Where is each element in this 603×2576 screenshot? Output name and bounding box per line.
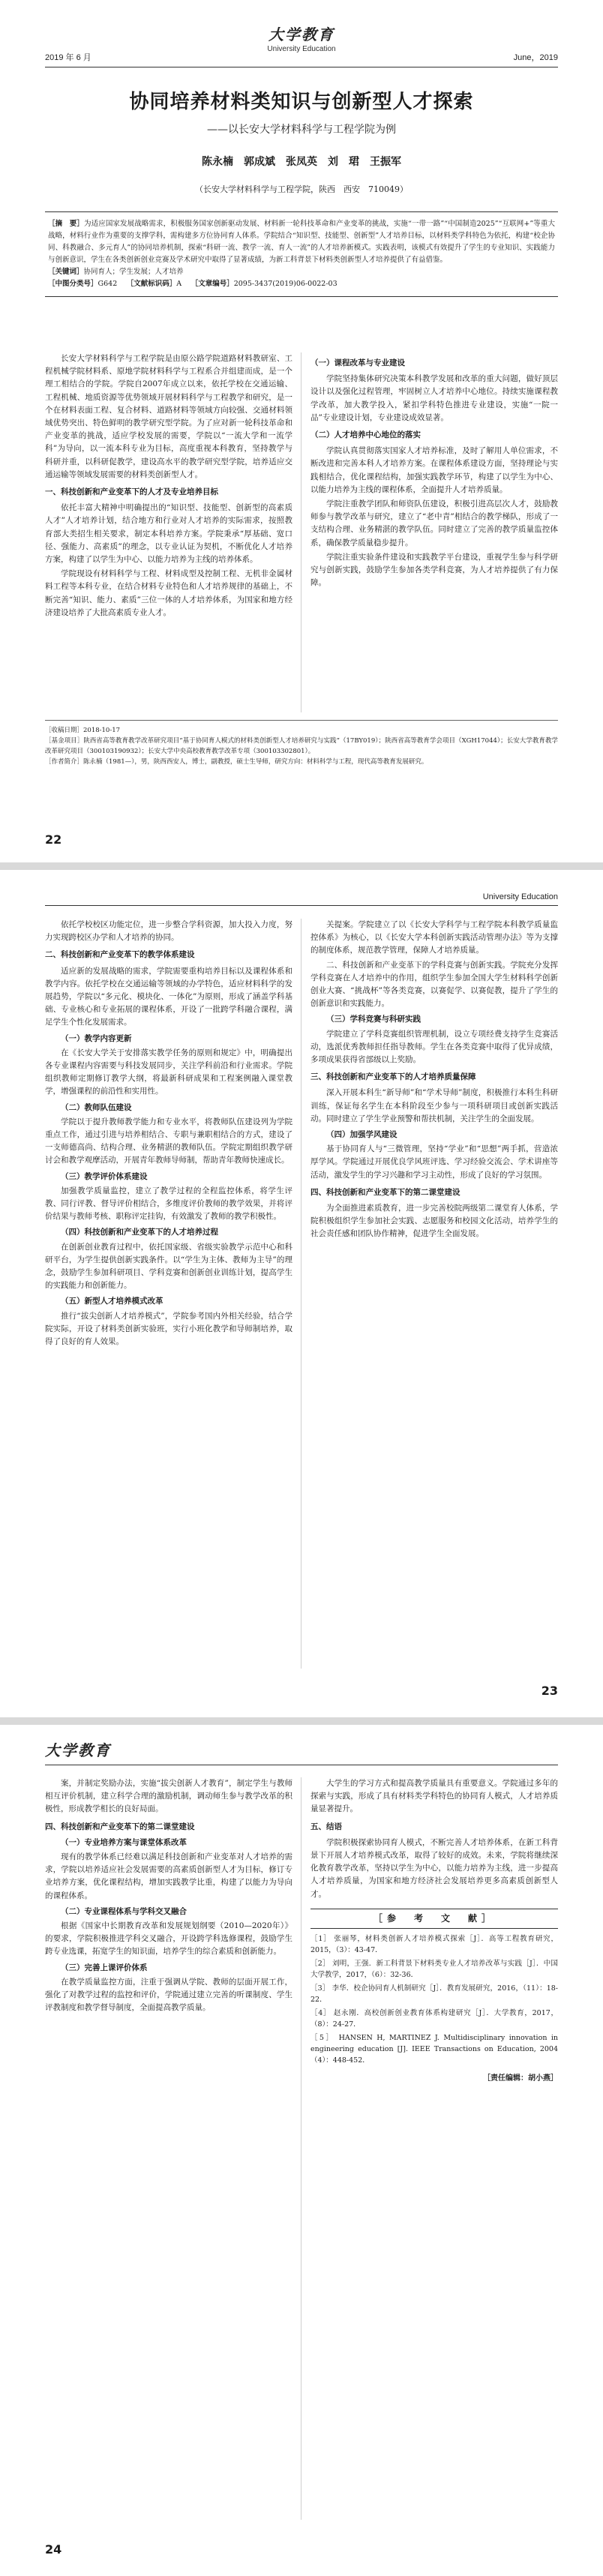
running-head (45, 883, 558, 906)
classification-line (48, 278, 555, 290)
subsection-heading: （二）专业课程体系与学科交叉融合 (61, 1906, 187, 1916)
running-head (45, 22, 558, 67)
page2-left-column (45, 919, 292, 1669)
subsection-heading: （三）完善上课评价体系 (61, 1963, 148, 1972)
abstract-block (45, 211, 558, 297)
body-paragraph: 学院以于提升教师教学能力和专业水平，将教师队伍建设列为学院重点工作，通过引进与培养相结合、专职与兼职相结合的方式，建设了一支师德高尚、结构合理、业务精湛的教师队伍。学院定期组织教学研讨会和教学观摩活动，开展青年教师导师制，帮助青年教师快速成长。 (45, 1117, 292, 1165)
page3-left-column (45, 1777, 292, 2520)
footnote: ［收稿日期］2018-10-17 ［基金项目］陕西省高等教育教学改革研究项目“基于协同育人模式的材料类创新型人才培养研究与实践”（17BY019）；陕西省高等教育学会项目（XGH17044）；长安大学教育教学改革研究项目（300103190932）；长安大学中央高校教育教学改革专项（300103302801）。 ［作者简介］陈永楠（1981—），男，陕西西安人，博士，副教授，硕士生导师，研究方向：材料科学与工程，现代高等教育发展研究。 (45, 720, 558, 767)
running-head (45, 1735, 558, 1765)
keywords-label: ［关键词］ (48, 268, 84, 276)
subsection-heading: （三）学科竞赛与科研实践 (326, 1015, 421, 1024)
section-heading: （二）人才培养中心地位的落实 (310, 430, 421, 440)
body-paragraph: 二、科技创新和产业变革下的学科竞赛与创新实践。学院充分发挥学科竞赛在人才培养中的作用，组织学生参加全国大学生材料科学创新创业大赛、“挑战杯”等各类竞赛，以赛促学、以赛促教，提升了学生的创新意识和实践能力。 (310, 960, 558, 1009)
body-paragraph: 现有的教学体系已经难以满足科技创新和产业变革对人才培养的需求，学院以培养适应社会发展需要的高素质创新型人才为目标，修订专业培养方案，优化课程结构，增加实践教学比重，构建了以能力为导向的课程体系。 (45, 1852, 292, 1900)
page1-left-column (45, 352, 292, 712)
body-paragraph: 为全面推进素质教育，进一步完善校院两级第二课堂育人体系，学院积极组织学生参加社会实践、志愿服务和校园文化活动，培养学生的社会责任感和团队协作精神，促进学生全面发展。 (310, 1204, 558, 1239)
section-heading: 二、科技创新和产业变革下的教学体系建设 (45, 950, 195, 960)
body-paragraph: 在教学质量监控方面，注重于强调从学院、教师的层面开展工作，强化了对教学过程的监控和评价，学院通过建立完善的听课制度、学生评教制度和教学督导制度，全面提高教学质量。 (45, 1977, 292, 2013)
abstract-label: ［摘 要］ (48, 220, 85, 228)
body-paragraph: 适应新的发展战略的需求，学院需要重构培养目标以及课程体系和教学内容。依托学校在交通运输等领域的办学特色，适应材料科学的发展趋势，学院以“多元化、模块化、一体化”为原则，形成了涵盖学科基础、专业核心和专业拓展的课程体系，开设了一批跨学科融合课程，满足学生个性化发展需求。 (45, 966, 292, 1027)
subsection-heading: （一）教学内容更新 (61, 1033, 132, 1043)
paper-authors: 陈永楠 郭成斌 张凤英 刘 珺 王振军 (202, 156, 401, 168)
subsection-heading: （三）教学评价体系建设 (61, 1171, 148, 1181)
reference-item: ［3］ 李华．校企协同育人机制研究［J］．教育发展研究，2016，（11）：18-22． (310, 1984, 558, 2005)
abstract (48, 218, 555, 266)
references-heading: ［参 考 文 献］ (310, 1909, 558, 1929)
reference-item: ［2］ 刘明，王强．新工科背景下材料类专业人才培养改革与实践［J］．中国大学教学，2017，（6）：32-36． (310, 1960, 558, 1980)
abstract-text: 为适应国家发展战略需求，积极服务国家创新驱动发展、材料新一轮科技革命和产业变革的挑战，实施“一带一路”“中国制造2025”“互联网+”等重大战略，材料行业作为重要的支撑学科，需构建多方位协同育人体系。学院结合“知识型、技能型、创新型”人才培养目标，以材料类学科特色为依托，构建“校企协同、科教融合、多元育人”的协同培养机制，探索“科研一流、教学一流、育人一流”的人才培养新模式。实践表明，该模式有效提升了学生的专业知识、实践能力与创新意识，学生在各类创新创业竞赛及学术研究中取得了显著成绩，为新工科背景下材料类创新型人才培养提供了有益借鉴。 (48, 220, 555, 264)
body-paragraph: 关提案。学院建立了以《长安大学科学与工程学院本科教学质量监控体系》为核心，以《长安大学本科创新实践活动管理办法》等为支撑的制度体系，规范教学管理，保障人才培养质量。 (310, 920, 558, 955)
page-number: 22 (45, 832, 62, 847)
body-paragraph: 学院现设有材料科学与工程、材料成型及控制工程、无机非金属材料工程等本科专业，在结合材料专业特色和人才培养规律的基础上，不断完善“知识、能力、素质”三位一体的人才培养体系，为国家和地方经济建设培养了大批高素质专业人才。 (45, 569, 292, 617)
body-paragraph: 学院建立了学科竞赛组织管理机制，设立专项经费支持学生竞赛活动，选派优秀教师担任指导教师。学生在各类竞赛中取得了优异成绩，多项成果获得省部级以上奖励。 (310, 1029, 558, 1065)
page-separator (0, 862, 603, 870)
body-paragraph: 学院注重教学团队和师资队伍建设，积极引进高层次人才，鼓励教师参与教学改革与研究，建立了“老中青”相结合的教学梯队，形成了一支结构合理、业务精湛的教学队伍。同时建立了完善的教学质量监控体系，确保教学质量稳步提升。 (310, 499, 558, 547)
body-paragraph: 学院坚持集体研究决策本科教学发展和改革的重大问题，做好顶层设计以及强化过程管理，牢固树立人才培养中心地位。持续实施课程教学改革，加大教学投入，紧扣学科特色推进专业建设，实施“一院一品”专业建设计划，专业建设成效显著。 (310, 374, 558, 422)
column-divider (301, 1777, 302, 2520)
journal-name-en: University Education (482, 892, 558, 901)
page-3 (0, 1725, 603, 2576)
journal-logo: 大学教育 (45, 1741, 111, 1759)
doc-code-label: ［文献标识码］ (126, 280, 177, 288)
subsection-heading: （二）教师队伍建设 (61, 1102, 132, 1112)
reference-item: ［5］ HANSEN H, MARTINEZ J. Multidisciplinary innovation in engineering education [J]. IEEE Transactions on Education, 2004（4）：448-452． (310, 2034, 558, 2065)
section-heading: 五、结语 (310, 1822, 342, 1831)
page-number: 24 (45, 2542, 62, 2557)
paper-subtitle: ——以长安大学材料科学与工程学院为例 (207, 124, 396, 136)
body-paragraph: 学院认真贯彻落实国家人才培养标准，及时了解用人单位需求，不断改进和完善本科人才培养方案。在课程体系建设方面，坚持理论与实践相结合，优化课程结构，加强实践教学环节，构建了以学生为中心、以能力培养为主线的课程体系，全面提升人才培养质量。 (310, 446, 558, 494)
article-no-label: ［文章编号］ (190, 280, 234, 288)
section-heading: 四、科技创新和产业变革下的第二课堂建设 (45, 1822, 195, 1831)
keywords (48, 266, 555, 278)
class-value: G642 (98, 280, 118, 288)
keywords-text: 协同育人；学生发展；人才培养 (83, 268, 184, 276)
issue-date-cn: 2019 年 6 月 (45, 53, 92, 62)
journal-logo: 大学教育 (268, 25, 334, 43)
body-paragraph: 大学生的学习方式和提高教学质量具有重要意义。学院通过多年的探索与实践，形成了具有材料类学科特色的协同育人模式，人才培养质量显著提升。 (310, 1779, 558, 1814)
body-paragraph: 依托学校校区功能定位，进一步整合学科资源，加大投入力度，努力实现跨校区办学和人才培养的协同。 (45, 920, 292, 943)
paper-title: 协同培养材料类知识与创新型人才探索 (129, 91, 474, 113)
page2-right-column (310, 919, 558, 1669)
body-paragraph: 在创新创业教育过程中，依托国家级、省级实验教学示范中心和科研平台，为学生提供创新实践条件。以“学生为主体、教师为主导”的理念，鼓励学生参加科研项目、学科竞赛和创新创业训练计划，提高学生的实践能力和创新能力。 (45, 1242, 292, 1291)
doc-code-value: A (176, 280, 182, 288)
journal-name-en: University Education (267, 45, 336, 53)
body-paragraph: 学院积极探索协同育人模式，不断完善人才培养体系，在新工科背景下开展人才培养模式改革，取得了较好的成效。未来，学院将继续深化教育教学改革，坚持以学生为中心，以能力培养为主线，进一步提高人才培养质量，为国家和地方经济社会发展培养更多高素质创新型人才。 (310, 1837, 558, 1899)
body-paragraph: 长安大学材料科学与工程学院是由原公路学院道路材料教研室、工程机械学院材料系、原地学院材料科学与工程系合并组建而成，是一个理工相结合的学院。学院自2007年成立以来，依托学校在交通运输、工程机械、地质资源等优势领域开展材料科学与工程教学和研究，是一个在材料表面工程、复合材料、道路材料等领域方向较强、交通材料领域优势突出、特色鲜明的教学研究型学院。为了应对新一轮科技革命和产业变革的挑战，适应学校发展的需要，学院以“一流大学和一流学科”为导向，以一流本科专业为目标，高度重视本科教育，坚持教学与科研并重，以科研促教学，建设高水平的教学研究型学院，培养适应交通运输等领域发展需要的材料类创新型人才。 (45, 354, 292, 479)
section-heading: 一、科技创新和产业变革下的人才及专业培养目标 (45, 487, 218, 497)
class-label: ［中图分类号］ (48, 280, 98, 288)
subsection-heading: （一）专业培养方案与课堂体系改革 (61, 1837, 187, 1847)
section-heading: （一）课程改革与专业建设 (310, 358, 405, 367)
article-no-value: 2095-3437(2019)06-0022-03 (233, 280, 338, 288)
issue-date-en: June，2019 (513, 53, 558, 62)
body-paragraph: 学院注重实验条件建设和实践教学平台建设，重视学生参与科学研究与创新实践，鼓励学生参加各类学科竞赛，为人才培养提供了有力保障。 (310, 552, 558, 588)
body-paragraph: 根据《国家中长期教育改革和发展规划纲要（2010—2020年）》的要求，学院积极推进学科交叉融合，开设跨学科选修课程，鼓励学生跨专业选课，拓宽学生的知识面，培养学生的综合素质和创新能力。 (45, 1921, 292, 1957)
page-2 (0, 870, 603, 1717)
body-paragraph: 深入开展本科生“新导师”和“学术导师”制度，积极推行本科生科研训练，保证每名学生在本科阶段至少参与一项科研项目或创新实践活动。同时建立了学生学业预警和帮扶机制，关注学生的全面发展。 (310, 1088, 558, 1123)
subsection-heading: （四）科技创新和产业变革下的人才培养过程 (61, 1228, 218, 1237)
section-heading: 三、科技创新和产业变革下的人才培养质量保障 (310, 1072, 476, 1082)
body-paragraph: 案，并制定奖励办法，实施“拔尖创新人才教育”，制定学生与教师相互评价机制，建立科学合理的激励机制，调动师生参与教学改革的积极性，形成教学相长的良好局面。 (45, 1779, 292, 1814)
column-divider (301, 352, 302, 712)
reference-item: ［1］ 张丽琴，材料类创新人才培养模式探索［J］．高等工程教育研究，2015，（3）：43-47． (310, 1935, 558, 1955)
body-paragraph: 依托丰富大精神中明确提出的“知识型、技能型、创新型的高素质人才”人才培养计划，结合地方和行业对人才培养的实际需求，按照教育部大类招生相关要求，制定本科培养方案。学院秉承“厚基础、宽口径、强能力、高素质”的理念，以专业认证为契机，不断优化人才培养方案，构建了以学生为中心、以能力培养为主线的培养体系。 (45, 503, 292, 565)
paper-affiliation: （长安大学材料科学与工程学院，陕西 西安 710049） (195, 184, 408, 194)
column-divider (301, 919, 302, 1669)
page3-right-column (310, 1777, 558, 2520)
page-1 (0, 0, 603, 862)
page-number: 23 (541, 1684, 558, 1698)
reference-item: ［4］ 赵永刚．高校创新创业教育体系构建研究［J］．大学教育，2017，（8）：24-27． (310, 2009, 558, 2029)
subsection-heading: （五）新型人才培养模式改革 (61, 1297, 164, 1306)
section-heading: 四、科技创新和产业变革下的第二课堂建设 (310, 1187, 460, 1197)
body-paragraph: 在《长安大学关于安排落实教学任务的原则和规定》中，明确提出各专业课程内容需要与科技发展同步，关注学科前沿和行业需求。学院组织教师定期修订教学大纲，将最新科研成果和工程案例融入课堂教学，增强课程的前沿性和实用性。 (45, 1048, 292, 1096)
subsection-heading: （四）加强学风建设 (326, 1130, 398, 1140)
body-paragraph: 加强教学质量监控，建立了教学过程的全程监控体系，将学生评教、同行评教、督导评价相结合，多维度评价教师的教学效果，并将评价结果与教师考核、职称评定挂钩，有效激发了教师的教学积极性。 (45, 1186, 292, 1222)
body-paragraph: 推行“拔尖创新人才培养模式”，学院参考国内外相关经验，结合学院实际，开设了材料类创新实验班，实行小班化教学和导师制培养，取得了良好的育人效果。 (45, 1311, 292, 1347)
body-paragraph: 基于协同育人与“三微管理，坚持“学业”和“思想”两手抓，营造浓厚学风。学院通过开展优良学风班评选、学习经验交流会、学术讲座等活动，激发学生的学习兴趣和学习主动性，形成了良好的学习氛围。 (310, 1144, 558, 1180)
responsible-editor: ［责任编辑：胡小燕］ (483, 2074, 558, 2083)
page1-right-column (310, 352, 558, 712)
page-separator (0, 1717, 603, 1725)
